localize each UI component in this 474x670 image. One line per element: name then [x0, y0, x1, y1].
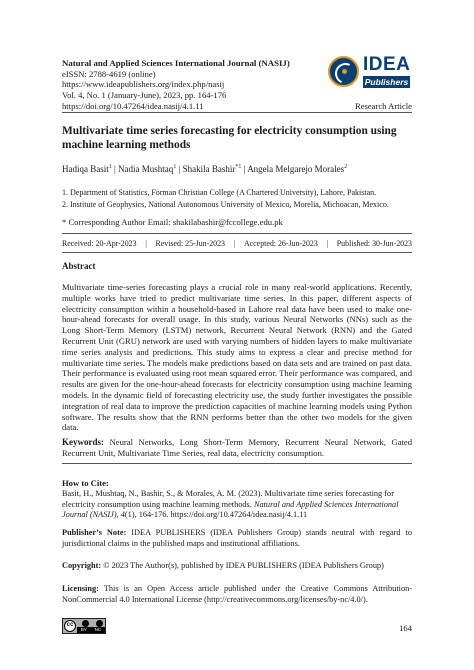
author-name: Hadiqa Basit	[62, 164, 109, 174]
affiliation-item: 2. Institute of Geophysics, National Autonomous University of Mexico, Morelia, Michoacan, Mexico.	[62, 200, 389, 209]
author-affiliation-mark: 2	[344, 164, 348, 170]
date-separator: |	[326, 239, 329, 248]
publisher-note-text: IDEA PUBLISHERS (IDEA Publishers Group) stands neutral with regard to jurisdictional claims in the published maps and institutional affiliations.	[62, 528, 413, 548]
author-separator: |	[241, 164, 248, 174]
article-type: Research Article	[354, 101, 412, 111]
date-accepted: Accepted: 26-Jun-2023	[243, 239, 318, 248]
nc-dollar-icon	[96, 620, 103, 627]
article-dates	[62, 239, 412, 249]
citation-tail[interactable]: (1), 164-176. https://doi.org/10.47264/idea.nasij/4.1.11	[124, 510, 308, 520]
by-person-icon	[82, 620, 89, 627]
author-name: Nadia Mushtaq	[118, 164, 174, 174]
author-list	[62, 162, 347, 175]
licensing	[62, 584, 412, 606]
keywords	[62, 437, 412, 459]
journal-volume: Vol. 4, No. 1 (January-June), 2023, pp. 164-176	[62, 90, 227, 101]
keywords-divider	[62, 463, 412, 464]
how-to-cite-heading: How to Cite:	[62, 478, 109, 488]
author-affiliation-mark: *1	[235, 164, 242, 170]
author-separator: |	[111, 164, 119, 174]
citation-text	[62, 489, 412, 521]
date-separator: |	[145, 239, 147, 248]
dates-bottom-divider	[62, 252, 412, 253]
cc-nc-label: NC	[94, 627, 102, 632]
dates-top-divider	[62, 233, 412, 234]
publisher-emblem-icon	[328, 56, 359, 87]
journal-doi[interactable]: https://doi.org/10.47264/idea.nasij/4.1.11	[62, 100, 204, 111]
licensing-text[interactable]: This is an Open Access article published under the Creative Commons Attribution-NonCommercial 4.0 International License (http://creativecommons.org/licenses/by-nc/4.0/).	[62, 584, 412, 604]
cc-license-badge[interactable]	[62, 618, 106, 634]
publisher-logo	[328, 56, 412, 92]
copyright	[62, 561, 412, 572]
licensing-label: Licensing:	[62, 584, 99, 593]
citation-plain: Basit, H., Mushtaq, N., Bashir, S., & Morales, A. M. (2023). Multivariate time series forecasting for electricity consumption using machine learning methods.	[62, 489, 394, 509]
journal-url[interactable]: https://www.ideapublishers.org/index.php/nasij	[62, 79, 225, 90]
author-affiliation-mark: 1	[173, 164, 177, 170]
date-revised: Revised: 25-Jun-2023	[155, 239, 226, 248]
publisher-note-label: Publisher’s Note:	[62, 528, 127, 537]
author-separator: |	[176, 164, 183, 174]
article-title: Multivariate time series forecasting for electricity consumption using machine learning methods	[62, 125, 397, 151]
page-number: 164	[399, 623, 412, 633]
publisher-note	[62, 528, 412, 550]
logo-text: IDEA	[363, 54, 411, 75]
author-name: Angela Melgarejo Morales	[247, 164, 345, 174]
header-divider	[62, 112, 412, 113]
abstract-text: Multivariate time-series forecasting plays a crucial role in many real-world applications. Recently, multiple works have tried to predict multivariate time series. In this paper, different aspects of electricity consumption within a household-based in Lahore real data have been used to make one-hour-ahead forecasts for overall usage. In this study, various Neural Networks (NNs) such as the Long Short-Term Memory (LSTM) network, Recurrent Neural Network (RNN) and the Gated Recurrent Unit (GRU) network are used with varying numbers of hidden layers to make multivariate time series analysis and predictions. This study aims to express a clear and precise method for multivariate time series. The models make predictions based on data sets and are trained on past data. Their performance is evaluated using root mean squared error. Their performance was compared, and results are given for the one-hour-ahead forecasts for electricity consumption using machine learning models. In the dynamic field of forecasting electricity use, the study further investigates the possible integration of real data to improve the prediction capacities of machine learning models using Python software. The results show that the RNN performs better than the other two models for the given data.	[62, 282, 412, 433]
cc-by-label: BY	[80, 627, 87, 632]
keywords-text: Neural Networks, Long Short-Term Memory, Recurrent Neural Network, Gated Recurrent Unit, Multivariate Time Series, real data, electricity consumption.	[62, 437, 413, 458]
copyright-label: Copyright:	[62, 561, 102, 570]
date-published: Published: 30-Jun-2023	[336, 239, 412, 248]
date-received: Received: 20-Apr-2023	[62, 239, 137, 248]
affiliations	[62, 187, 422, 211]
keywords-label: Keywords:	[62, 437, 104, 447]
citation-journal: Natural and Applied Sciences International Journal (NASIJ), 4	[62, 499, 399, 520]
corresponding-author: * Corresponding Author Email: shakilabashir@fccollege.edu.pk	[62, 217, 283, 227]
journal-title: Natural and Applied Sciences International Journal (NASIJ)	[62, 58, 290, 68]
copyright-text: © 2023 The Author(s), published by IDEA PUBLISHERS (IDEA Publishers Group)	[101, 561, 384, 570]
author-name: Shakila Bashir	[182, 164, 236, 174]
logo-subtext: Publishers	[364, 77, 409, 87]
cc-icon: cc	[64, 620, 76, 632]
journal-header	[62, 58, 362, 112]
abstract-heading: Abstract	[62, 261, 96, 271]
journal-eissn: eISSN: 2788-4619 (online)	[62, 68, 156, 79]
affiliation-item: 1. Department of Statistics, Forman Christian College (A Chartered University), Lahore, Pakistan.	[62, 188, 377, 197]
cc-terms-bar	[77, 627, 105, 633]
author-affiliation-mark: 1	[108, 164, 112, 170]
date-separator: |	[233, 239, 236, 248]
